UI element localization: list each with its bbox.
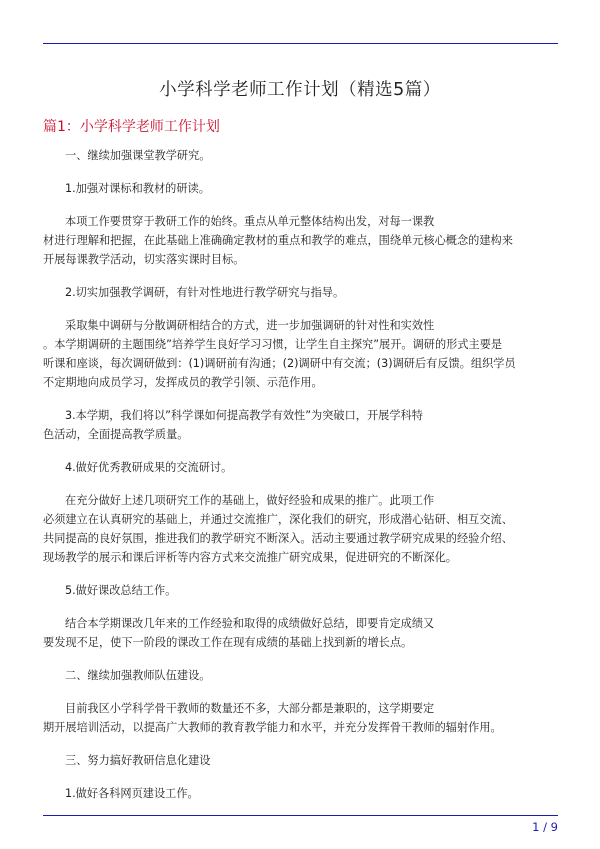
paragraph-11 (43, 666, 558, 685)
text-line: 1.加强对课标和教材的研读。 (65, 182, 210, 195)
text-line: 目前我区小学科学骨干教师的数量还不多，大部分都是兼职的，这学期要定 (65, 702, 435, 715)
text-line: 不定期地向成员学习，发挥成员的教学引领、示范作用。 (43, 376, 323, 389)
text-line: 5.做好课改总结工作。 (65, 584, 177, 597)
paragraph-5 (43, 316, 558, 392)
text-line: 采取集中调研与分散调研相结合的方式，进一步加强调研的针对性和实效性 (65, 319, 435, 332)
document-title: 小学科学老师工作计划（精选5篇） (159, 80, 441, 100)
text-line: 。本学期调研的主题围绕”培养学生良好学习习惯，让学生自主探究”展开。调研的形式主要是 (43, 338, 503, 351)
text-line: 一、继续加强课堂教学研究。 (65, 149, 211, 162)
text-line: 本项工作要贯穿于教研工作的始终。重点从单元整体结构出发，对每一课教 (65, 215, 435, 228)
text-line: 1.做好各科网页建设工作。 (65, 787, 199, 800)
paragraph-7 (43, 458, 558, 477)
section-heading: 篇1：小学科学老师工作计划 (43, 119, 220, 135)
text-line: 三、努力搞好教研信息化建设 (65, 754, 211, 767)
text-line: 开展每课教学活动，切实落实课时目标。 (43, 253, 245, 266)
text-line: 二、继续加强教师队伍建设。 (65, 669, 211, 682)
text-line: 现场教学的展示和课后评析等内容方式来交流推广研究成果，促进研究的不断深化。 (43, 551, 457, 564)
paragraph-9 (43, 581, 558, 600)
text-line: 4.做好优秀教研成果的交流研讨。 (65, 461, 233, 474)
paragraph-10 (43, 614, 558, 652)
text-line: 结合本学期课改几年来的工作经验和取得的成绩做好总结，即要肯定成绩又 (65, 617, 435, 630)
paragraph-4 (43, 283, 558, 302)
document-body (43, 146, 558, 817)
paragraph-13 (43, 751, 558, 770)
text-line: 3.本学期，我们将以”科学课如何提高教学有效性”为突破口，开展学科特 (65, 409, 423, 422)
text-line: 材进行理解和把握，在此基础上准确确定教材的重点和教学的难点，围绕单元核心概念的建构来 (43, 234, 513, 247)
text-line: 要发现不足，使下一阶段的课改工作在现有成绩的基础上找到新的增长点。 (43, 636, 413, 649)
paragraph-6 (43, 406, 558, 444)
text-line: 色活动，全面提高教学质量。 (43, 428, 189, 441)
text-line: 必须建立在认真研究的基础上，并通过交流推广，深化我们的研究，形成潜心钻研、相互交流、 (43, 513, 513, 526)
text-line: 期开展培训活动，以提高广大教师的教育教学能力和水平，并充分发挥骨干教师的辐射作用。 (43, 721, 502, 734)
text-line: 共同提高的良好氛围，推进我们的教学研究不断深入。活动主要通过教学研究成果的经验介绍、 (43, 532, 513, 545)
paragraph-14 (43, 784, 558, 803)
footer-rule (43, 815, 558, 816)
header-rule (43, 43, 558, 44)
text-line: 听课和座谈，每次调研做到：(1)调研前有沟通；(2)调研中有交流；(3)调研后有反馈。组织学员 (43, 357, 516, 370)
paragraph-8 (43, 491, 558, 567)
text-line: 2.切实加强教学调研，有针对性地进行教学研究与指导。 (65, 286, 345, 299)
paragraph-3 (43, 212, 558, 269)
page-number: 1 / 9 (532, 820, 558, 834)
paragraph-2 (43, 179, 558, 198)
paragraph-12 (43, 699, 558, 737)
paragraph-1 (43, 146, 558, 165)
text-line: 在充分做好上述几项研究工作的基础上，做好经验和成果的推广。此项工作 (65, 494, 435, 507)
